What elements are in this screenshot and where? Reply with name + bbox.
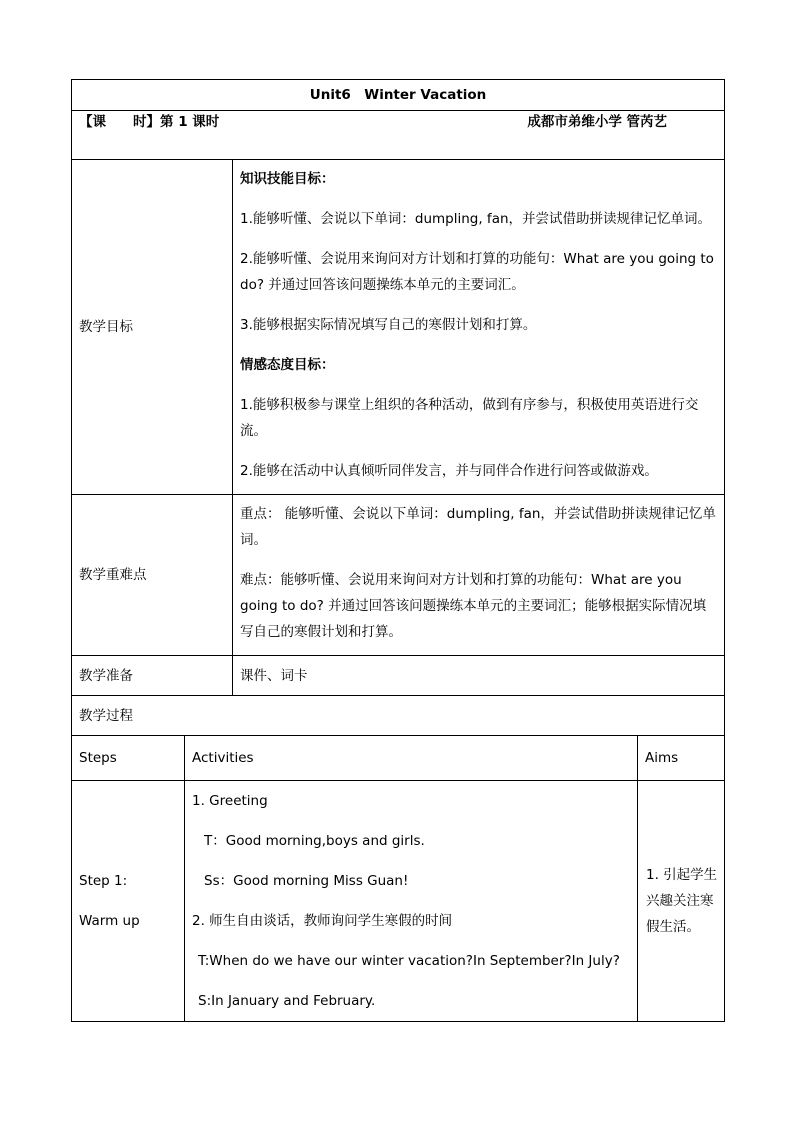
affective-heading: 情感态度目标： (240, 357, 335, 373)
activity-line: T:When do we have our winter vacation?In September?In July? (198, 953, 620, 969)
author-label: 成都市弟维小学 管芮艺 (527, 114, 668, 130)
column-header-aims: Aims (638, 736, 725, 781)
knowledge-heading: 知识技能目标： (240, 171, 335, 187)
lesson-plan-page (71, 79, 724, 1022)
activity-line: 2. 师生自由谈话，教师询问学生寒假的时间 (192, 913, 453, 929)
preparation-label: 教学准备 (72, 656, 233, 696)
column-header-steps: Steps (72, 736, 185, 781)
objectives-content (233, 160, 725, 495)
step-cell (72, 781, 185, 1022)
column-header-activities: Activities (185, 736, 638, 781)
affective-item: 1.能够积极参与课堂上组织的各种活动，做到有序参与，积极使用英语进行交流。 (240, 397, 699, 439)
difficulty-text: 难点：能够听懂、会说用来询问对方计划和打算的功能句：What are you going to do? 并通过回答该问题操练本单元的主要词汇；能够根据实际情况填写自己的寒假计划和打算。 (240, 572, 707, 640)
lesson-plan-table (71, 79, 725, 1022)
focus-text: 重点： 能够听懂、会说以下单词：dumpling, fan，并尝试借助拼读规律记忆单词。 (240, 506, 716, 548)
preparation-row (72, 656, 725, 696)
objectives-row (72, 160, 725, 495)
preparation-value: 课件、词卡 (233, 656, 725, 696)
key-points-label: 教学重难点 (72, 495, 233, 656)
knowledge-item: 2.能够听懂、会说用来询问对方计划和打算的功能句：What are you going to do? 并通过回答该问题操练本单元的主要词汇。 (240, 251, 714, 293)
meta-row (72, 111, 725, 160)
step-row (72, 781, 725, 1022)
process-columns-row (72, 736, 725, 781)
activities-cell (185, 781, 638, 1022)
process-heading-row (72, 696, 725, 736)
title-row (72, 80, 725, 111)
activity-line: S:In January and February. (198, 993, 376, 1009)
aims-cell: 1. 引起学生兴趣关注寒假生活。 (638, 781, 725, 1022)
period-label: 【课 时】第 1 课时 (79, 114, 220, 130)
lesson-title: Unit6 Winter Vacation (72, 80, 725, 111)
process-label: 教学过程 (72, 696, 725, 736)
objectives-label: 教学目标 (72, 160, 233, 495)
knowledge-item: 3.能够根据实际情况填写自己的寒假计划和打算。 (240, 317, 537, 333)
activity-line: 1. Greeting (192, 793, 268, 809)
step-name: Warm up (79, 913, 140, 929)
key-points-row (72, 495, 725, 656)
activity-line: T：Good morning,boys and girls. (204, 833, 425, 849)
knowledge-item: 1.能够听懂、会说以下单词：dumpling, fan，并尝试借助拼读规律记忆单词。 (240, 211, 712, 227)
affective-item: 2.能够在活动中认真倾听同伴发言，并与同伴合作进行问答或做游戏。 (240, 463, 658, 479)
key-points-content (233, 495, 725, 656)
activity-line: Ss：Good morning Miss Guan! (204, 873, 409, 889)
step-number: Step 1: (79, 873, 128, 889)
